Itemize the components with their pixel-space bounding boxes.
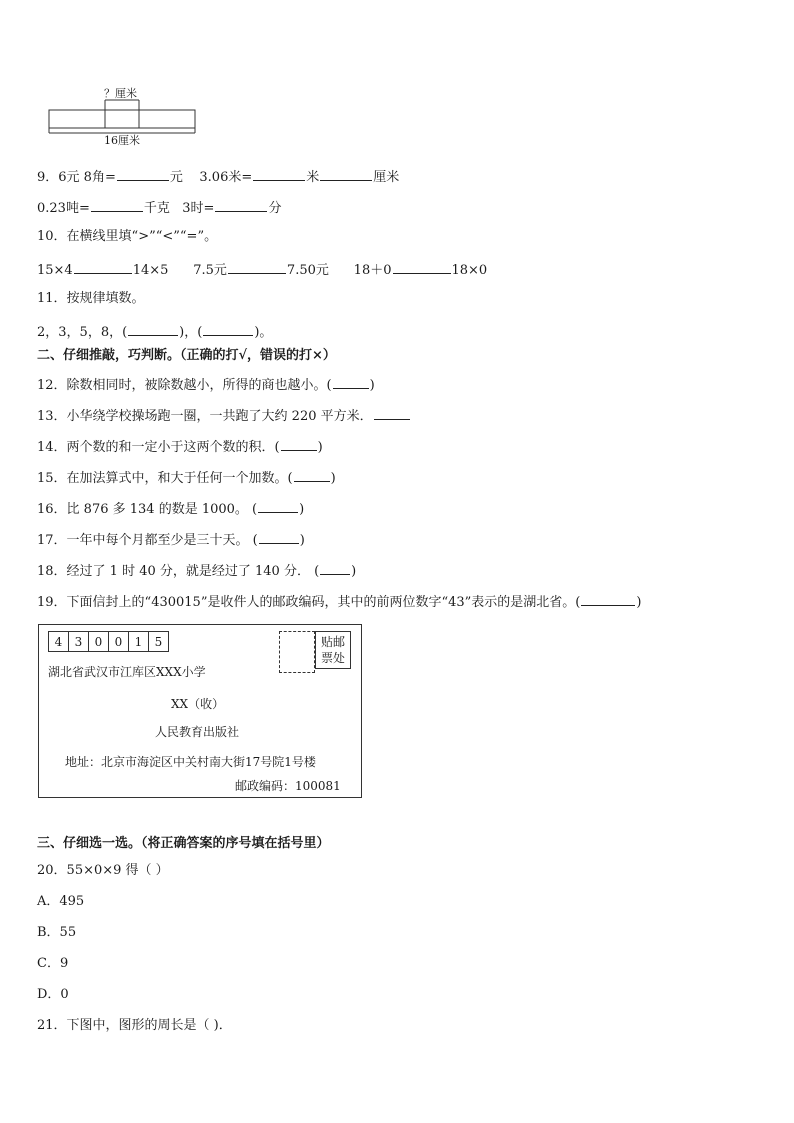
q14-end: )	[317, 440, 323, 455]
q15-end: )	[330, 471, 336, 486]
q21-stem: 21．下图中，图形的周长是（ )．	[37, 1018, 232, 1033]
sender-zip: 邮政编码：100081	[235, 779, 341, 793]
stamp-box	[315, 631, 351, 669]
q15-text: 15．在加法算式中，和大于任何一个加数。(	[37, 471, 293, 486]
q9-r2-gap: 3时=	[182, 201, 215, 216]
stamp-line1: 贴邮	[320, 635, 345, 649]
q9-row1	[37, 166, 399, 187]
q9-r1-gap: 3.06米=	[199, 170, 253, 185]
q13	[37, 405, 411, 426]
q9-r2-prefix: 0.23吨=	[37, 201, 90, 216]
q19	[37, 591, 641, 612]
q20-option-c[interactable]: C．9	[37, 956, 69, 971]
q17-text: 17．一年中每个月都至少是三十天。 (	[37, 533, 258, 548]
q16-text: 16．比 876 多 134 的数是 1000。 (	[37, 502, 258, 517]
answer-blank[interactable]	[253, 166, 305, 181]
q16-end: )	[299, 502, 305, 517]
zip-digit: 0	[108, 631, 129, 652]
q19-text: 19．下面信封上的“430015”是收件人的邮政编码，其中的前两位数字“43”表示的是湖北省。(	[37, 595, 581, 610]
recipient-address: 湖北省武汉市江库区XXX小学	[48, 665, 206, 679]
q10-stem: 10．在横线里填“>”“<”“=”。	[37, 229, 218, 244]
zip-digit: 1	[128, 631, 149, 652]
zip-digit: 3	[68, 631, 89, 652]
stamp-dashed-area	[279, 631, 315, 673]
q17-end: )	[299, 533, 305, 548]
q10-item3-right: 18×0	[451, 263, 488, 278]
q15	[37, 467, 336, 488]
answer-blank[interactable]	[259, 529, 299, 544]
zip-digit: 5	[148, 631, 169, 652]
q12	[37, 374, 375, 395]
section3-title: 三、仔细选一选。（将正确答案的序号填在括号里）	[37, 836, 330, 851]
q12-end: )	[369, 378, 375, 393]
zip-digit: 4	[48, 631, 69, 652]
answer-blank[interactable]	[374, 405, 410, 420]
answer-blank[interactable]	[215, 197, 267, 212]
q10-item2-right: 7.50元	[286, 263, 329, 278]
q16	[37, 498, 304, 519]
answer-blank[interactable]	[393, 259, 451, 274]
q20-stem: 20．55×0×9 得（ ）	[37, 863, 169, 878]
segment-figure	[48, 88, 198, 148]
answer-blank[interactable]	[128, 321, 178, 336]
q9-r1-unit2: 米	[306, 170, 320, 185]
q11-seq-text: 2，3，5，8，(	[37, 325, 128, 340]
section2-title: 二、仔细推敲，巧判断。（正确的打√，错误的打×）	[37, 348, 336, 363]
zip-code-boxes	[48, 631, 168, 652]
q9-r2-unit2: 分	[268, 201, 282, 216]
q9-r1-unit1: 元	[169, 170, 183, 185]
figure-bottom-label: 16厘米	[104, 134, 140, 147]
q9-row2	[37, 197, 281, 218]
answer-blank[interactable]	[203, 321, 253, 336]
answer-blank[interactable]	[117, 166, 169, 181]
recipient-name: XX（收）	[171, 697, 225, 711]
q11-stem: 11．按规律填数。	[37, 291, 145, 306]
stamp-line2: 票处	[320, 651, 345, 665]
q9-r2-unit1: 千克	[143, 201, 170, 216]
q10-item2-left: 7.5元	[193, 263, 227, 278]
q12-text: 12．除数相同时，被除数越小，所得的商也越小。(	[37, 378, 332, 393]
q20-option-a[interactable]: A．495	[37, 894, 85, 909]
q19-end: )	[636, 595, 642, 610]
q11-seq-mid: )，(	[179, 325, 203, 340]
q10-item1-left: 15×4	[37, 263, 73, 278]
answer-blank[interactable]	[333, 374, 369, 389]
q18-end: )	[351, 564, 357, 579]
q14	[37, 436, 323, 457]
q20-option-b[interactable]: B．55	[37, 925, 77, 940]
envelope	[38, 624, 362, 798]
sender-address: 地址：北京市海淀区中关村南大街17号院1号楼	[65, 755, 316, 769]
q10-item1-right: 14×5	[132, 263, 169, 278]
q18	[37, 560, 356, 581]
q10-item3-left: 18＋0	[353, 263, 392, 278]
q11-sequence	[37, 321, 272, 342]
answer-blank[interactable]	[320, 560, 350, 575]
zip-digit: 0	[88, 631, 109, 652]
answer-blank[interactable]	[74, 259, 132, 274]
q14-text: 14．两个数的和一定小于这两个数的积．(	[37, 440, 280, 455]
figure-top-label: ？厘米	[104, 87, 137, 100]
q9-r1-prefix: 9．6元 8角=	[37, 170, 116, 185]
answer-blank[interactable]	[294, 467, 330, 482]
q11-seq-end: )。	[254, 325, 273, 340]
answer-blank[interactable]	[281, 436, 317, 451]
answer-blank[interactable]	[581, 591, 635, 606]
q17	[37, 529, 305, 550]
answer-blank[interactable]	[228, 259, 286, 274]
sender-name: 人民教育出版社	[155, 725, 240, 739]
q10-items	[37, 259, 487, 280]
q18-text: 18．经过了 1 时 40 分，就是经过了 140 分． (	[37, 564, 320, 579]
q9-r1-unit3: 厘米	[373, 170, 400, 185]
answer-blank[interactable]	[258, 498, 298, 513]
q13-text: 13．小华绕学校操场跑一圈，一共跑了大约 220 平方米．	[37, 409, 373, 424]
answer-blank[interactable]	[91, 197, 143, 212]
answer-blank[interactable]	[320, 166, 372, 181]
q20-option-d[interactable]: D．0	[37, 987, 69, 1002]
